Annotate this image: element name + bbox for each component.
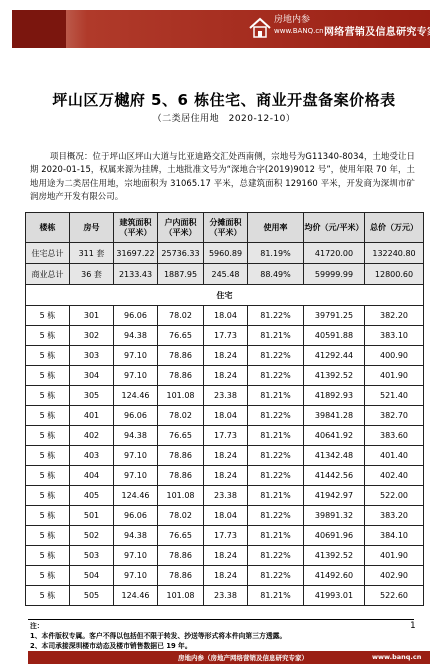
table-cell: 5 栋 [26,506,70,526]
table-cell: 76.65 [158,426,204,446]
table-cell: 88.49% [248,264,304,285]
table-cell: 402.40 [365,466,424,486]
summary-row [26,264,424,285]
column-header: 建筑面积（平米） [114,213,158,243]
table-cell: 18.24 [204,346,248,366]
table-cell: 81.22% [248,306,304,326]
table-cell: 382.20 [365,306,424,326]
banner-left-block [12,10,66,48]
column-header: 使用率 [248,213,304,243]
table-cell: 31697.22 [114,243,158,264]
table-cell: 81.21% [248,426,304,446]
table-cell: 403 [70,446,114,466]
table-cell: 401.90 [365,366,424,386]
table-row [26,546,424,566]
table-cell: 40641.92 [304,426,365,446]
table-row [26,426,424,446]
table-cell: 5 栋 [26,466,70,486]
table-cell: 41942.97 [304,486,365,506]
table-cell: 94.38 [114,326,158,346]
table-row [26,586,424,606]
table-cell: 81.22% [248,566,304,586]
table-cell: 81.21% [248,586,304,606]
table-cell: 17.73 [204,326,248,346]
table-cell: 5 栋 [26,566,70,586]
table-cell: 383.20 [365,506,424,526]
table-cell: 5 栋 [26,526,70,546]
table-cell: 81.22% [248,466,304,486]
notes [30,621,286,651]
table-cell: 5 栋 [26,326,70,346]
brand-name [274,15,324,37]
table-row [26,526,424,546]
table-cell: 18.24 [204,566,248,586]
table-cell: 81.21% [248,326,304,346]
section-label: 住宅 [26,285,424,306]
table-cell: 41392.52 [304,546,365,566]
table-cell: 97.10 [114,346,158,366]
table-cell: 39841.28 [304,406,365,426]
table-cell: 503 [70,546,114,566]
table-cell: 41720.00 [304,243,365,264]
table-cell: 5 栋 [26,306,70,326]
table-row [26,346,424,366]
table-cell: 76.65 [158,326,204,346]
table-cell: 5 栋 [26,406,70,426]
table-cell: 78.86 [158,346,204,366]
price-table [25,212,424,606]
table-cell: 78.02 [158,506,204,526]
table-cell: 40691.96 [304,526,365,546]
table-cell: 302 [70,326,114,346]
table-cell: 商业总计 [26,264,70,285]
table-cell: 81.22% [248,346,304,366]
document-subtitle: （二类居住用地 2020-12-10） [152,114,296,124]
table-cell: 81.21% [248,486,304,506]
table-row [26,366,424,386]
table-cell: 97.10 [114,366,158,386]
table-cell: 521.40 [365,386,424,406]
table-cell: 41442.56 [304,466,365,486]
table-cell: 1887.95 [158,264,204,285]
section-row [26,285,424,306]
note-item-1: 1、本件版权专属。客户不得以包括但不限于转发、抄送等形式将本件向第三方透露。 [30,632,287,640]
table-cell: 5 栋 [26,586,70,606]
table-cell: 404 [70,466,114,486]
column-header: 楼栋 [26,213,70,243]
table-cell: 96.06 [114,306,158,326]
table-cell: 96.06 [114,506,158,526]
table-cell: 501 [70,506,114,526]
table-cell: 78.86 [158,546,204,566]
table-cell: 124.46 [114,586,158,606]
column-header: 分摊面积（平米） [204,213,248,243]
table-cell: 402 [70,426,114,446]
table-cell: 17.73 [204,426,248,446]
table-cell: 18.24 [204,466,248,486]
column-header: 房号 [70,213,114,243]
table-cell: 383.10 [365,326,424,346]
table-body [26,243,424,606]
table-row [26,466,424,486]
table-cell: 41892.93 [304,386,365,406]
table-cell: 住宅总计 [26,243,70,264]
table-row [26,486,424,506]
footer-site: www.banq.cn [372,653,422,661]
table-cell: 23.38 [204,486,248,506]
brand-name-text: 房地内参 [274,15,311,25]
table-cell: 245.48 [204,264,248,285]
table-cell: 97.10 [114,446,158,466]
table-cell: 76.65 [158,526,204,546]
table-cell: 522.00 [365,486,424,506]
table-cell: 18.24 [204,366,248,386]
table-cell: 17.73 [204,526,248,546]
table-cell: 305 [70,386,114,406]
table-cell: 5 栋 [26,386,70,406]
table-cell: 41993.01 [304,586,365,606]
table-cell: 402.90 [365,566,424,586]
table-cell: 97.10 [114,546,158,566]
table-cell: 78.86 [158,466,204,486]
column-header: 总价（万元） [365,213,424,243]
table-cell: 132240.80 [365,243,424,264]
table-cell: 311 套 [70,243,114,264]
table-cell: 23.38 [204,586,248,606]
table-cell: 124.46 [114,386,158,406]
header-banner [12,10,438,48]
table-cell: 97.10 [114,566,158,586]
table-cell: 101.08 [158,386,204,406]
notes-label: 注： [30,622,44,630]
table-cell: 78.86 [158,566,204,586]
table-cell: 18.24 [204,546,248,566]
house-logo-icon [248,17,272,39]
table-cell: 124.46 [114,486,158,506]
table-cell: 505 [70,586,114,606]
table-cell: 401 [70,406,114,426]
table-cell: 59999.99 [304,264,365,285]
table-cell: 400.90 [365,346,424,366]
table-cell: 522.60 [365,586,424,606]
table-cell: 5960.89 [204,243,248,264]
table-cell: 383.60 [365,426,424,446]
table-cell: 5 栋 [26,366,70,386]
document-title: 坪山区万樾府 5、6 栋住宅、商业开盘备案价格表 [52,91,396,109]
summary-row [26,243,424,264]
table-row [26,446,424,466]
table-cell: 78.86 [158,446,204,466]
table-cell: 81.22% [248,406,304,426]
table-cell: 18.04 [204,306,248,326]
table-cell: 81.21% [248,386,304,406]
note-item-2: 2、本司承接深圳楼市动态及楼市销售数据已 19 年。 [30,642,192,650]
table-cell: 2133.43 [114,264,158,285]
table-cell: 41342.48 [304,446,365,466]
table-cell: 78.86 [158,366,204,386]
table-cell: 94.38 [114,526,158,546]
table-cell: 5 栋 [26,446,70,466]
table-cell: 401.40 [365,446,424,466]
table-cell: 5 栋 [26,486,70,506]
table-cell: 304 [70,366,114,386]
table-cell: 502 [70,526,114,546]
table-cell: 18.04 [204,406,248,426]
table-cell: 504 [70,566,114,586]
footer-text: 房地内参（房地产网络营销及信息研究专家） [178,654,308,662]
brand-site: www.BANQ.cn [274,27,324,35]
column-header: 均价（元/平米） [304,213,365,243]
table-cell: 39791.25 [304,306,365,326]
table-cell: 12800.60 [365,264,424,285]
table-row [26,566,424,586]
table-cell: 5 栋 [26,346,70,366]
table-row [26,506,424,526]
table-cell: 78.02 [158,306,204,326]
table-cell: 96.06 [114,406,158,426]
project-overview: 项目概况：位于坪山区坪山大道与比亚迪路交汇处西南侧，宗地号为G11340-8034，土地受让日期 2020-01-15，权属来源为挂牌，土地批准文号为“深地合字(2019)9012 号”，使用年限 70 年，土地用途为二类居住用地，宗地面积为 31065.17 平米，总建筑面积 129160 平米，开发商为深圳市矿润房地产开发有限公司。 [30,151,415,201]
table-cell: 94.38 [114,426,158,446]
table-cell: 5 栋 [26,426,70,446]
table-cell: 81.22% [248,506,304,526]
table-cell: 18.04 [204,506,248,526]
table-cell: 384.10 [365,526,424,546]
table-row [26,386,424,406]
table-cell: 78.02 [158,406,204,426]
table-header-row [26,213,424,243]
column-header: 户内面积（平米） [158,213,204,243]
table-cell: 101.08 [158,486,204,506]
table-cell: 39891.32 [304,506,365,526]
banner-slogan: 网络营销及信息研究专家 [324,27,438,38]
page-number: 1 [410,621,416,631]
table-cell: 25736.33 [158,243,204,264]
table-cell: 41292.44 [304,346,365,366]
table-row [26,306,424,326]
table-cell: 382.70 [365,406,424,426]
table-cell: 401.90 [365,546,424,566]
table-cell: 41492.60 [304,566,365,586]
table-cell: 81.21% [248,526,304,546]
footer-banner [28,651,430,664]
table-cell: 81.22% [248,446,304,466]
table-cell: 23.38 [204,386,248,406]
table-cell: 81.22% [248,546,304,566]
table-cell: 81.22% [248,366,304,386]
table-cell: 101.08 [158,586,204,606]
table-row [26,406,424,426]
table-cell: 97.10 [114,466,158,486]
table-cell: 40591.88 [304,326,365,346]
notes-divider [28,619,414,620]
table-cell: 36 套 [70,264,114,285]
table-cell: 5 栋 [26,546,70,566]
table-cell: 81.19% [248,243,304,264]
table-row [26,326,424,346]
table-cell: 303 [70,346,114,366]
table-cell: 301 [70,306,114,326]
table-cell: 405 [70,486,114,506]
table-cell: 41392.52 [304,366,365,386]
table-cell: 18.24 [204,446,248,466]
